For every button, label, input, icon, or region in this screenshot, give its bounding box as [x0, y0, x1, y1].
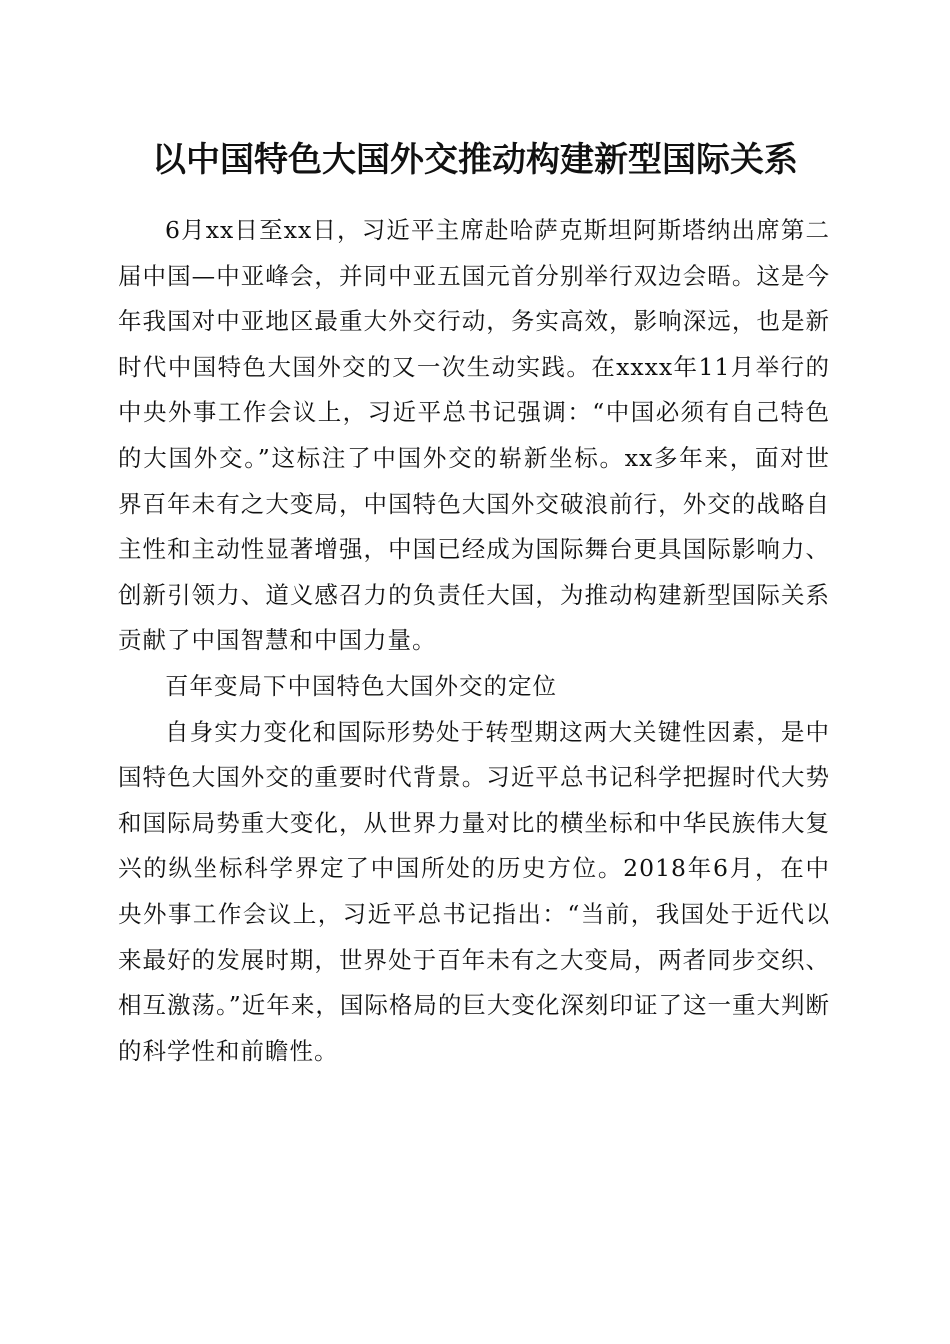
paragraph-background: 自身实力变化和国际形势处于转型期这两大关键性因素，是中国特色大国外交的重要时代背景。习近平总书记科学把握时代大势和国际局势重大变化，从世界力量对比的横坐标和中华民族伟大复兴的纵坐标科学界定了中国所处的历史方位。2018年6月，在中央外事工作会议上，习近平总书记指出：“当前，我国处于近代以来最好的发展时期，世界处于百年未有之大变局，两者同步交织、相互激荡。”近年来，国际格局的巨大变化深刻印证了这一重大判断的科学性和前瞻性。	[118, 717, 830, 1065]
section-heading: 百年变局下中国特色大国外交的定位	[165, 671, 557, 700]
paragraph-intro: 6月xx日至xx日，习近平主席赴哈萨克斯坦阿斯塔纳出席第二届中国—中亚峰会，并同中亚五国元首分别举行双边会晤。这是今年我国对中亚地区最重大外交行动，务实高效，影响深远，也是新时代中国特色大国外交的又一次生动实践。在xxxx年11月举行的中央外事工作会议上，习近平总书记强调：“中国必须有自己特色的大国外交。”这标注了中国外交的崭新坐标。xx多年来，面对世界百年未有之大变局，中国特色大国外交破浪前行，外交的战略自主性和主动性显著增强，中国已经成为国际舞台更具国际影响力、创新引领力、道义感召力的负责任大国，为推动构建新型国际关系贡献了中国智慧和中国力量。	[118, 216, 830, 655]
document-body	[118, 208, 830, 1074]
document-title: 以中国特色大国外交推动构建新型国际关系	[152, 140, 798, 180]
